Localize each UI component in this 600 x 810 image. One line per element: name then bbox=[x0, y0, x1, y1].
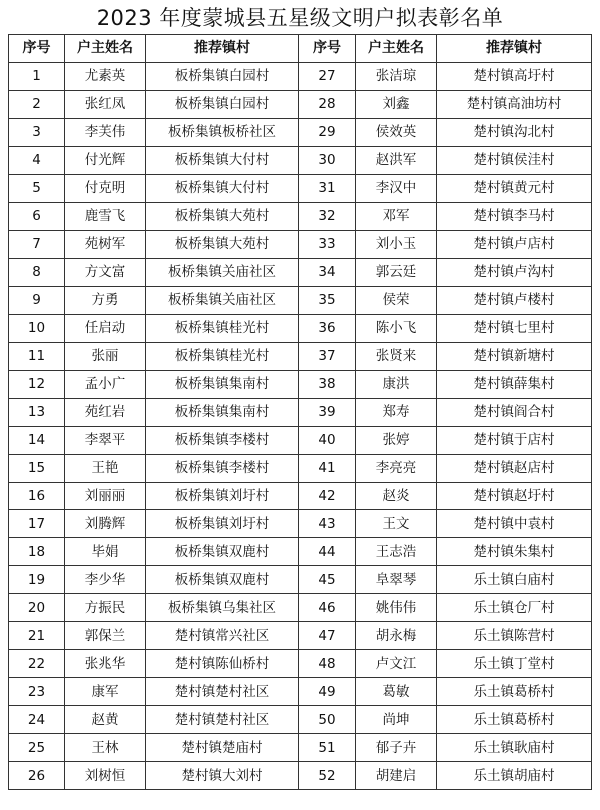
index-left-cell: 6 bbox=[9, 202, 65, 230]
town-right-cell: 楚村镇黄元村 bbox=[437, 174, 592, 202]
header-name-left: 户主姓名 bbox=[65, 35, 146, 63]
honoree-table bbox=[8, 34, 592, 790]
town-right-cell: 楚村镇卢楼村 bbox=[437, 286, 592, 314]
name-right-cell: 陈小飞 bbox=[356, 314, 437, 342]
name-left-cell: 毕娟 bbox=[65, 538, 146, 566]
table-row bbox=[9, 594, 592, 622]
town-right-cell: 乐土镇葛桥村 bbox=[437, 678, 592, 706]
name-left-cell: 康军 bbox=[65, 678, 146, 706]
table-row bbox=[9, 118, 592, 146]
table-row bbox=[9, 62, 592, 90]
index-left-cell: 11 bbox=[9, 342, 65, 370]
index-left-cell: 14 bbox=[9, 426, 65, 454]
index-left-cell: 8 bbox=[9, 258, 65, 286]
table-row bbox=[9, 202, 592, 230]
town-right-cell: 乐土镇仓厂村 bbox=[437, 594, 592, 622]
header-index-right: 序号 bbox=[299, 35, 356, 63]
town-left-cell: 板桥集镇白园村 bbox=[146, 90, 299, 118]
name-left-cell: 刘树恒 bbox=[65, 762, 146, 790]
town-left-cell: 板桥集镇李楼村 bbox=[146, 426, 299, 454]
header-town-right: 推荐镇村 bbox=[437, 35, 592, 63]
town-left-cell: 板桥集镇关庙社区 bbox=[146, 258, 299, 286]
index-right-cell: 49 bbox=[299, 678, 356, 706]
town-left-cell: 板桥集镇刘圩村 bbox=[146, 482, 299, 510]
town-right-cell: 乐土镇耿庙村 bbox=[437, 734, 592, 762]
name-right-cell: 姚伟伟 bbox=[356, 594, 437, 622]
index-right-cell: 45 bbox=[299, 566, 356, 594]
index-right-cell: 42 bbox=[299, 482, 356, 510]
town-right-cell: 楚村镇高圩村 bbox=[437, 62, 592, 90]
town-left-cell: 板桥集镇大付村 bbox=[146, 174, 299, 202]
header-town-left: 推荐镇村 bbox=[146, 35, 299, 63]
town-left-cell: 楚村镇楚庙村 bbox=[146, 734, 299, 762]
table-row bbox=[9, 706, 592, 734]
index-left-cell: 4 bbox=[9, 146, 65, 174]
table-row bbox=[9, 678, 592, 706]
name-right-cell: 邓军 bbox=[356, 202, 437, 230]
name-right-cell: 张贤来 bbox=[356, 342, 437, 370]
table-row bbox=[9, 146, 592, 174]
town-right-cell: 楚村镇李马村 bbox=[437, 202, 592, 230]
index-right-cell: 52 bbox=[299, 762, 356, 790]
town-right-cell: 楚村镇高油坊村 bbox=[437, 90, 592, 118]
index-right-cell: 43 bbox=[299, 510, 356, 538]
index-left-cell: 21 bbox=[9, 622, 65, 650]
name-left-cell: 方勇 bbox=[65, 286, 146, 314]
name-right-cell: 胡永梅 bbox=[356, 622, 437, 650]
town-left-cell: 板桥集镇李楼村 bbox=[146, 454, 299, 482]
table-row bbox=[9, 650, 592, 678]
index-right-cell: 28 bbox=[299, 90, 356, 118]
town-right-cell: 楚村镇中袁村 bbox=[437, 510, 592, 538]
name-right-cell: 尚坤 bbox=[356, 706, 437, 734]
town-left-cell: 板桥集镇大付村 bbox=[146, 146, 299, 174]
index-right-cell: 34 bbox=[299, 258, 356, 286]
name-left-cell: 付光辉 bbox=[65, 146, 146, 174]
town-right-cell: 乐土镇丁堂村 bbox=[437, 650, 592, 678]
index-left-cell: 17 bbox=[9, 510, 65, 538]
name-right-cell: 李汉中 bbox=[356, 174, 437, 202]
name-left-cell: 王艳 bbox=[65, 454, 146, 482]
table-row bbox=[9, 762, 592, 790]
index-left-cell: 12 bbox=[9, 370, 65, 398]
name-right-cell: 刘鑫 bbox=[356, 90, 437, 118]
index-left-cell: 16 bbox=[9, 482, 65, 510]
town-left-cell: 楚村镇楚村社区 bbox=[146, 678, 299, 706]
town-left-cell: 楚村镇陈仙桥村 bbox=[146, 650, 299, 678]
name-left-cell: 方文富 bbox=[65, 258, 146, 286]
table-row bbox=[9, 622, 592, 650]
page-title: 2023 年度蒙城县五星级文明户拟表彰名单 bbox=[96, 6, 504, 30]
header-row bbox=[9, 35, 592, 63]
town-right-cell: 乐土镇胡庙村 bbox=[437, 762, 592, 790]
name-left-cell: 尤素英 bbox=[65, 62, 146, 90]
index-left-cell: 26 bbox=[9, 762, 65, 790]
index-right-cell: 46 bbox=[299, 594, 356, 622]
name-left-cell: 张红凤 bbox=[65, 90, 146, 118]
name-right-cell: 卢文江 bbox=[356, 650, 437, 678]
town-right-cell: 楚村镇侯洼村 bbox=[437, 146, 592, 174]
table-row bbox=[9, 538, 592, 566]
index-right-cell: 37 bbox=[299, 342, 356, 370]
table-row bbox=[9, 314, 592, 342]
table-row bbox=[9, 370, 592, 398]
index-right-cell: 36 bbox=[299, 314, 356, 342]
name-left-cell: 王林 bbox=[65, 734, 146, 762]
index-right-cell: 51 bbox=[299, 734, 356, 762]
index-right-cell: 39 bbox=[299, 398, 356, 426]
town-right-cell: 楚村镇赵店村 bbox=[437, 454, 592, 482]
town-right-cell: 楚村镇赵圩村 bbox=[437, 482, 592, 510]
town-left-cell: 板桥集镇双鹿村 bbox=[146, 566, 299, 594]
index-left-cell: 1 bbox=[9, 62, 65, 90]
index-left-cell: 10 bbox=[9, 314, 65, 342]
town-left-cell: 板桥集镇板桥社区 bbox=[146, 118, 299, 146]
index-left-cell: 9 bbox=[9, 286, 65, 314]
town-left-cell: 板桥集镇乌集社区 bbox=[146, 594, 299, 622]
town-left-cell: 板桥集镇桂光村 bbox=[146, 342, 299, 370]
index-left-cell: 19 bbox=[9, 566, 65, 594]
table-row bbox=[9, 258, 592, 286]
name-left-cell: 赵黄 bbox=[65, 706, 146, 734]
header-index-left: 序号 bbox=[9, 35, 65, 63]
town-right-cell: 楚村镇新塘村 bbox=[437, 342, 592, 370]
town-left-cell: 板桥集镇白园村 bbox=[146, 62, 299, 90]
name-left-cell: 苑红岩 bbox=[65, 398, 146, 426]
table-row bbox=[9, 482, 592, 510]
table-row bbox=[9, 174, 592, 202]
index-left-cell: 13 bbox=[9, 398, 65, 426]
town-right-cell: 乐土镇葛桥村 bbox=[437, 706, 592, 734]
town-right-cell: 楚村镇卢沟村 bbox=[437, 258, 592, 286]
index-right-cell: 40 bbox=[299, 426, 356, 454]
town-left-cell: 板桥集镇桂光村 bbox=[146, 314, 299, 342]
town-right-cell: 楚村镇卢店村 bbox=[437, 230, 592, 258]
town-right-cell: 乐土镇陈营村 bbox=[437, 622, 592, 650]
town-left-cell: 楚村镇常兴社区 bbox=[146, 622, 299, 650]
town-right-cell: 楚村镇于店村 bbox=[437, 426, 592, 454]
name-right-cell: 康洪 bbox=[356, 370, 437, 398]
index-left-cell: 7 bbox=[9, 230, 65, 258]
name-left-cell: 苑树军 bbox=[65, 230, 146, 258]
name-right-cell: 郁子卉 bbox=[356, 734, 437, 762]
table-row bbox=[9, 90, 592, 118]
name-right-cell: 张洁琼 bbox=[356, 62, 437, 90]
index-left-cell: 5 bbox=[9, 174, 65, 202]
town-left-cell: 楚村镇大刘村 bbox=[146, 762, 299, 790]
name-right-cell: 郑寿 bbox=[356, 398, 437, 426]
town-left-cell: 板桥集镇双鹿村 bbox=[146, 538, 299, 566]
index-right-cell: 27 bbox=[299, 62, 356, 90]
table-row bbox=[9, 342, 592, 370]
town-left-cell: 板桥集镇集南村 bbox=[146, 398, 299, 426]
name-left-cell: 孟小广 bbox=[65, 370, 146, 398]
name-left-cell: 鹿雪飞 bbox=[65, 202, 146, 230]
town-left-cell: 板桥集镇大苑村 bbox=[146, 202, 299, 230]
index-left-cell: 3 bbox=[9, 118, 65, 146]
name-left-cell: 李芙伟 bbox=[65, 118, 146, 146]
town-right-cell: 楚村镇沟北村 bbox=[437, 118, 592, 146]
name-left-cell: 张丽 bbox=[65, 342, 146, 370]
table-row bbox=[9, 734, 592, 762]
name-left-cell: 方振民 bbox=[65, 594, 146, 622]
table-row bbox=[9, 454, 592, 482]
table-row bbox=[9, 398, 592, 426]
table-row bbox=[9, 286, 592, 314]
name-left-cell: 刘腾辉 bbox=[65, 510, 146, 538]
town-left-cell: 板桥集镇大苑村 bbox=[146, 230, 299, 258]
table-row bbox=[9, 426, 592, 454]
name-right-cell: 李亮亮 bbox=[356, 454, 437, 482]
name-right-cell: 张婷 bbox=[356, 426, 437, 454]
index-right-cell: 31 bbox=[299, 174, 356, 202]
table-row bbox=[9, 230, 592, 258]
index-left-cell: 24 bbox=[9, 706, 65, 734]
name-right-cell: 胡建启 bbox=[356, 762, 437, 790]
town-right-cell: 楚村镇薛集村 bbox=[437, 370, 592, 398]
index-left-cell: 20 bbox=[9, 594, 65, 622]
index-right-cell: 41 bbox=[299, 454, 356, 482]
index-right-cell: 38 bbox=[299, 370, 356, 398]
index-right-cell: 32 bbox=[299, 202, 356, 230]
name-left-cell: 刘丽丽 bbox=[65, 482, 146, 510]
name-right-cell: 侯荣 bbox=[356, 286, 437, 314]
index-left-cell: 18 bbox=[9, 538, 65, 566]
index-right-cell: 44 bbox=[299, 538, 356, 566]
index-right-cell: 48 bbox=[299, 650, 356, 678]
name-left-cell: 付克明 bbox=[65, 174, 146, 202]
index-right-cell: 29 bbox=[299, 118, 356, 146]
name-left-cell: 张兆华 bbox=[65, 650, 146, 678]
town-left-cell: 楚村镇楚村社区 bbox=[146, 706, 299, 734]
name-right-cell: 王志浩 bbox=[356, 538, 437, 566]
index-left-cell: 22 bbox=[9, 650, 65, 678]
name-left-cell: 李少华 bbox=[65, 566, 146, 594]
index-right-cell: 47 bbox=[299, 622, 356, 650]
name-right-cell: 葛敏 bbox=[356, 678, 437, 706]
name-right-cell: 刘小玉 bbox=[356, 230, 437, 258]
name-right-cell: 侯效英 bbox=[356, 118, 437, 146]
name-left-cell: 任启动 bbox=[65, 314, 146, 342]
town-left-cell: 板桥集镇关庙社区 bbox=[146, 286, 299, 314]
name-right-cell: 赵炎 bbox=[356, 482, 437, 510]
town-left-cell: 板桥集镇刘圩村 bbox=[146, 510, 299, 538]
name-left-cell: 李翠平 bbox=[65, 426, 146, 454]
index-right-cell: 50 bbox=[299, 706, 356, 734]
index-right-cell: 35 bbox=[299, 286, 356, 314]
town-right-cell: 楚村镇阎合村 bbox=[437, 398, 592, 426]
name-right-cell: 赵洪军 bbox=[356, 146, 437, 174]
name-right-cell: 阜翠琴 bbox=[356, 566, 437, 594]
index-left-cell: 23 bbox=[9, 678, 65, 706]
name-left-cell: 郭保兰 bbox=[65, 622, 146, 650]
index-left-cell: 15 bbox=[9, 454, 65, 482]
town-right-cell: 楚村镇朱集村 bbox=[437, 538, 592, 566]
index-right-cell: 33 bbox=[299, 230, 356, 258]
town-right-cell: 楚村镇七里村 bbox=[437, 314, 592, 342]
table-row bbox=[9, 566, 592, 594]
name-right-cell: 王文 bbox=[356, 510, 437, 538]
header-name-right: 户主姓名 bbox=[356, 35, 437, 63]
town-left-cell: 板桥集镇集南村 bbox=[146, 370, 299, 398]
index-left-cell: 25 bbox=[9, 734, 65, 762]
index-right-cell: 30 bbox=[299, 146, 356, 174]
town-right-cell: 乐土镇白庙村 bbox=[437, 566, 592, 594]
index-left-cell: 2 bbox=[9, 90, 65, 118]
table-row bbox=[9, 510, 592, 538]
name-right-cell: 郭云廷 bbox=[356, 258, 437, 286]
